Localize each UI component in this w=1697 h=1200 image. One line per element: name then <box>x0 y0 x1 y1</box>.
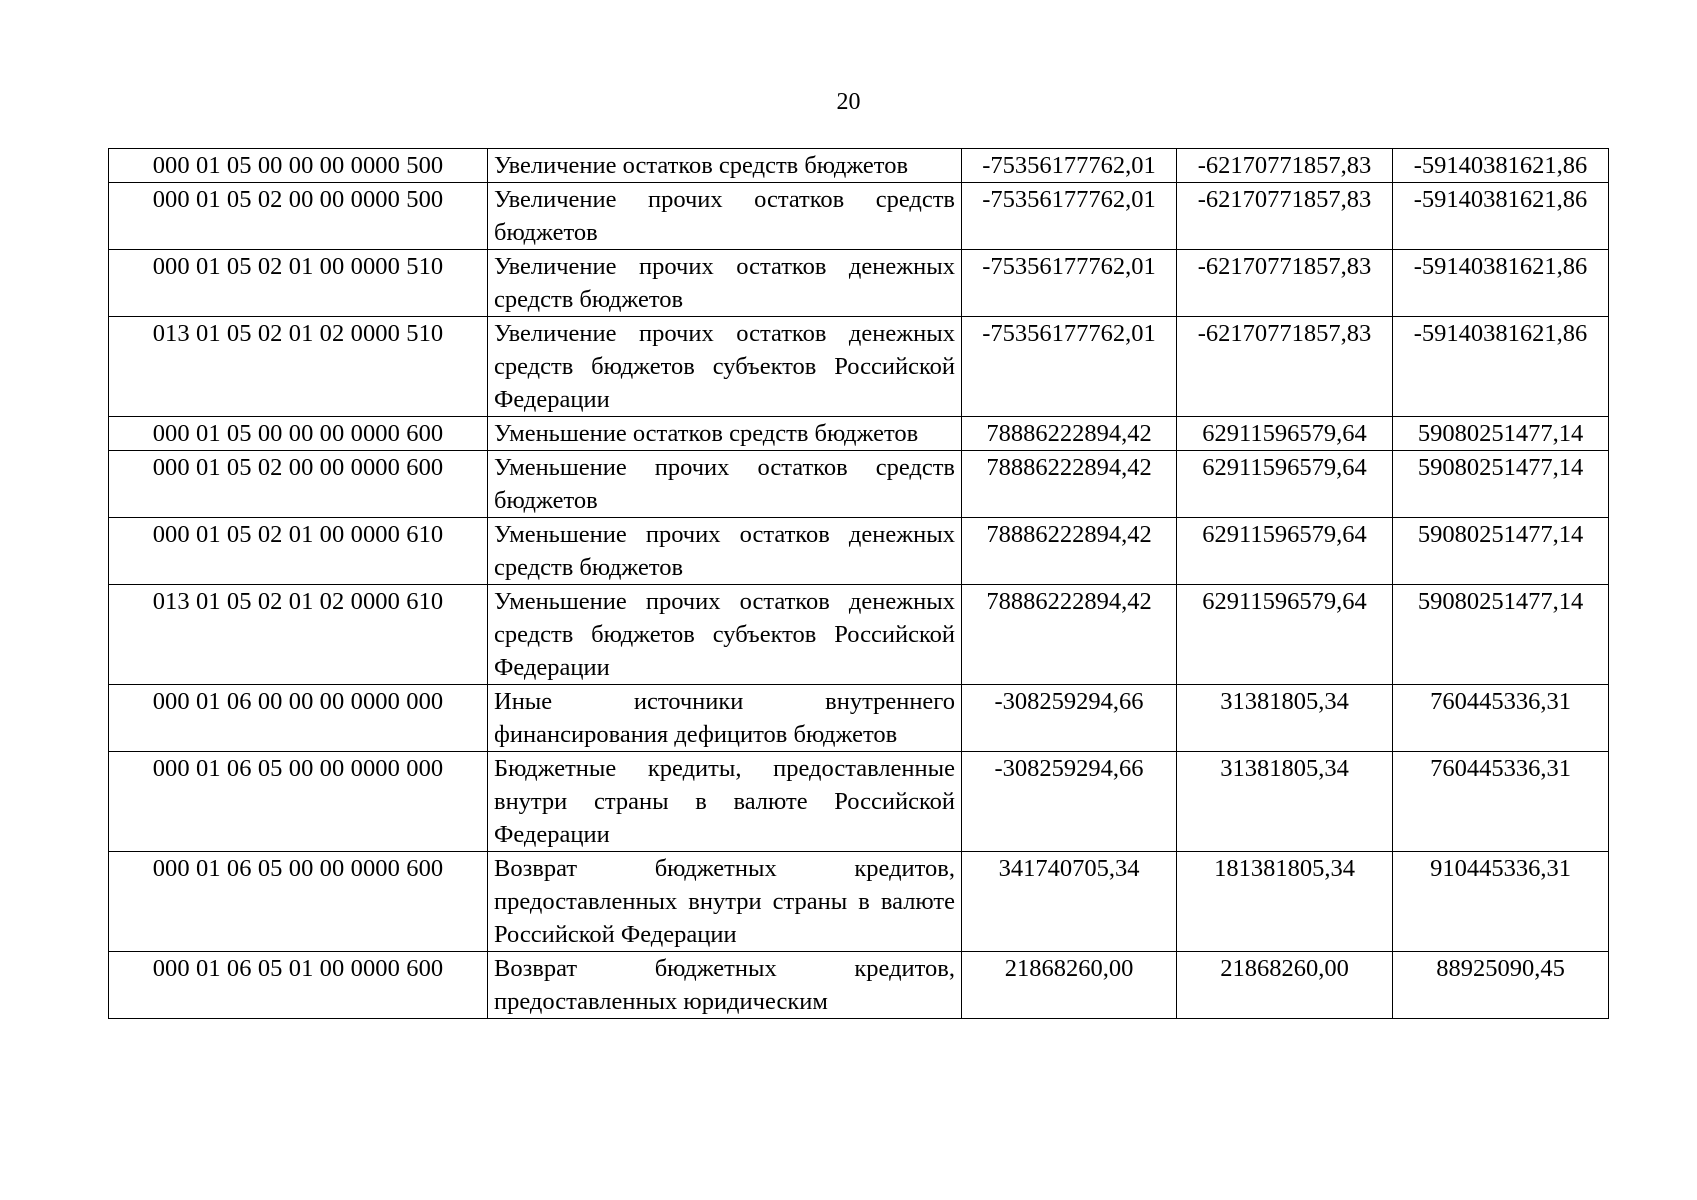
amount-year3-cell: 88925090,45 <box>1393 952 1609 1019</box>
amount-year3-cell: -59140381621,86 <box>1393 149 1609 183</box>
amount-year1-cell: 78886222894,42 <box>962 518 1177 585</box>
amount-year1-cell: -75356177762,01 <box>962 250 1177 317</box>
item-name-cell: Возврат бюджетных кредитов, предоставленных юридическим <box>488 952 962 1019</box>
budget-code-cell: 000 01 06 05 01 00 0000 600 <box>109 952 488 1019</box>
table-row <box>109 183 1609 250</box>
amount-year2-cell: -62170771857,83 <box>1177 317 1393 417</box>
item-name-cell: Возврат бюджетных кредитов, предоставленных внутри страны в валюте Российской Федерации <box>488 852 962 952</box>
budget-code-cell: 000 01 06 05 00 00 0000 600 <box>109 852 488 952</box>
item-name-cell: Иные источники внутреннего финансирования дефицитов бюджетов <box>488 685 962 752</box>
item-name-cell: Уменьшение прочих остатков денежных средств бюджетов субъектов Российской Федерации <box>488 585 962 685</box>
budget-code-cell: 000 01 05 02 00 00 0000 600 <box>109 451 488 518</box>
table-row <box>109 685 1609 752</box>
amount-year3-cell: 59080251477,14 <box>1393 417 1609 451</box>
amount-year1-cell: 341740705,34 <box>962 852 1177 952</box>
page-number: 20 <box>836 89 861 115</box>
budget-code-cell: 013 01 05 02 01 02 0000 510 <box>109 317 488 417</box>
amount-year2-cell: 31381805,34 <box>1177 752 1393 852</box>
budget-code-cell: 000 01 05 02 00 00 0000 500 <box>109 183 488 250</box>
amount-year1-cell: -308259294,66 <box>962 752 1177 852</box>
table-row <box>109 417 1609 451</box>
amount-year2-cell: -62170771857,83 <box>1177 149 1393 183</box>
budget-code-cell: 000 01 05 02 01 00 0000 610 <box>109 518 488 585</box>
amount-year1-cell: 21868260,00 <box>962 952 1177 1019</box>
table-row <box>109 317 1609 417</box>
table-row <box>109 752 1609 852</box>
budget-code-cell: 013 01 05 02 01 02 0000 610 <box>109 585 488 685</box>
amount-year1-cell: 78886222894,42 <box>962 417 1177 451</box>
table-row <box>109 852 1609 952</box>
amount-year2-cell: -62170771857,83 <box>1177 250 1393 317</box>
table-row <box>109 585 1609 685</box>
item-name-cell: Увеличение прочих остатков средств бюджетов <box>488 183 962 250</box>
budget-code-cell: 000 01 06 05 00 00 0000 000 <box>109 752 488 852</box>
table-row <box>109 952 1609 1019</box>
amount-year3-cell: 760445336,31 <box>1393 752 1609 852</box>
amount-year3-cell: -59140381621,86 <box>1393 250 1609 317</box>
amount-year3-cell: 910445336,31 <box>1393 852 1609 952</box>
table-row <box>109 518 1609 585</box>
amount-year1-cell: -308259294,66 <box>962 685 1177 752</box>
amount-year2-cell: 62911596579,64 <box>1177 417 1393 451</box>
amount-year3-cell: -59140381621,86 <box>1393 317 1609 417</box>
item-name-cell: Увеличение прочих остатков денежных средств бюджетов субъектов Российской Федерации <box>488 317 962 417</box>
table-row <box>109 250 1609 317</box>
item-name-cell: Увеличение остатков средств бюджетов <box>488 149 962 183</box>
amount-year2-cell: 181381805,34 <box>1177 852 1393 952</box>
amount-year3-cell: 760445336,31 <box>1393 685 1609 752</box>
amount-year1-cell: -75356177762,01 <box>962 149 1177 183</box>
amount-year2-cell: 62911596579,64 <box>1177 585 1393 685</box>
table-row <box>109 149 1609 183</box>
amount-year2-cell: 31381805,34 <box>1177 685 1393 752</box>
budget-code-cell: 000 01 05 00 00 00 0000 600 <box>109 417 488 451</box>
amount-year1-cell: -75356177762,01 <box>962 183 1177 250</box>
amount-year3-cell: -59140381621,86 <box>1393 183 1609 250</box>
budget-code-cell: 000 01 05 02 01 00 0000 510 <box>109 250 488 317</box>
budget-sources-table <box>108 148 1609 1019</box>
amount-year3-cell: 59080251477,14 <box>1393 585 1609 685</box>
amount-year2-cell: 21868260,00 <box>1177 952 1393 1019</box>
amount-year2-cell: 62911596579,64 <box>1177 451 1393 518</box>
amount-year3-cell: 59080251477,14 <box>1393 518 1609 585</box>
item-name-cell: Уменьшение прочих остатков денежных средств бюджетов <box>488 518 962 585</box>
budget-code-cell: 000 01 05 00 00 00 0000 500 <box>109 149 488 183</box>
amount-year1-cell: -75356177762,01 <box>962 317 1177 417</box>
table-row <box>109 451 1609 518</box>
amount-year1-cell: 78886222894,42 <box>962 451 1177 518</box>
amount-year2-cell: -62170771857,83 <box>1177 183 1393 250</box>
budget-code-cell: 000 01 06 00 00 00 0000 000 <box>109 685 488 752</box>
amount-year2-cell: 62911596579,64 <box>1177 518 1393 585</box>
item-name-cell: Увеличение прочих остатков денежных средств бюджетов <box>488 250 962 317</box>
item-name-cell: Уменьшение остатков средств бюджетов <box>488 417 962 451</box>
amount-year1-cell: 78886222894,42 <box>962 585 1177 685</box>
item-name-cell: Уменьшение прочих остатков средств бюджетов <box>488 451 962 518</box>
amount-year3-cell: 59080251477,14 <box>1393 451 1609 518</box>
item-name-cell: Бюджетные кредиты, предоставленные внутри страны в валюте Российской Федерации <box>488 752 962 852</box>
